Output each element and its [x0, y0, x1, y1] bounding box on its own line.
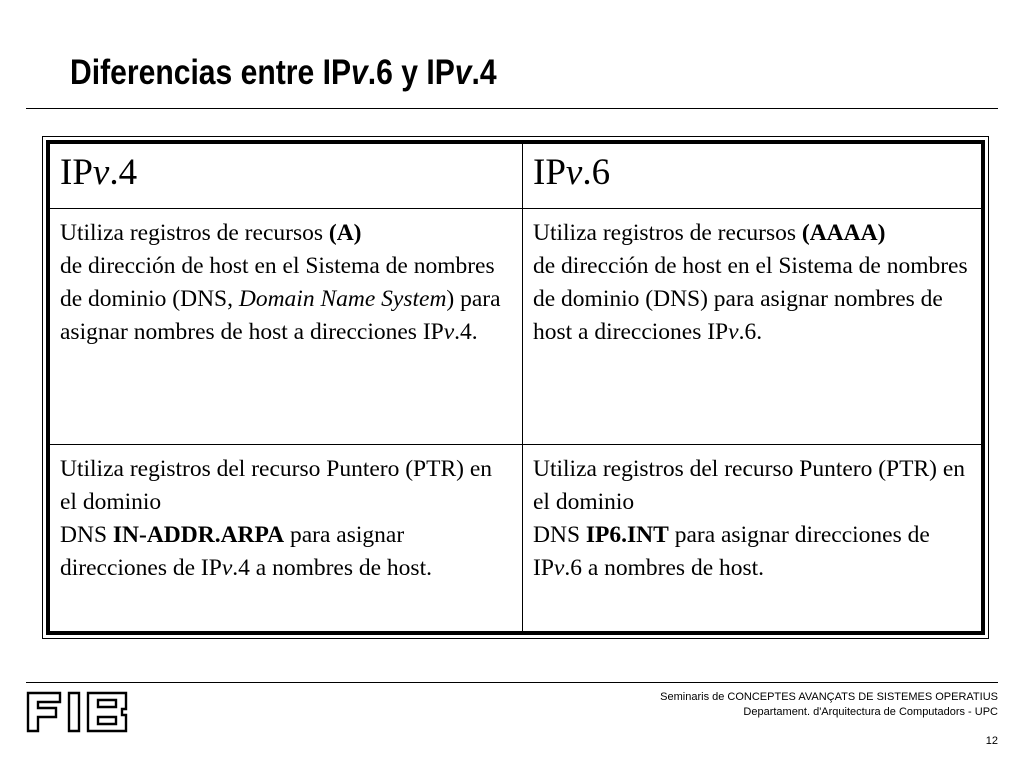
table-row: [48, 209, 983, 445]
slide-title: Diferencias entre IPv.6 y IPv.4: [70, 53, 497, 92]
table-header-row: [48, 142, 983, 209]
fib-logo: [26, 690, 138, 734]
cell-ipv4-ptr-records: Utiliza registros del recurso Puntero (PTR) en el dominio DNS IN-ADDR.ARPA para asignar direcciones de IPv.4 a nombres de host.: [48, 445, 523, 634]
footer-divider: [26, 682, 998, 683]
cell-ipv6-resource-records: Utiliza registros de recursos (AAAA) de dirección de host en el Sistema de nombres de dominio (DNS) para asignar nombres de host a direcciones IPv.6.: [523, 209, 984, 445]
cell-ipv4-resource-records: Utiliza registros de recursos (A) de dirección de host en el Sistema de nombres de dominio (DNS, Domain Name System) para asignar nombres de host a direcciones IPv.4.: [48, 209, 523, 445]
title-divider: [26, 108, 998, 109]
header-ipv6: IPv.6: [523, 142, 984, 209]
page-number: 12: [985, 735, 998, 747]
comparison-table: [46, 140, 985, 635]
footer-department: Departament. d'Arquitectura de Computadors - UPC: [743, 706, 998, 718]
footer-seminar: Seminaris de CONCEPTES AVANÇATS DE SISTEMES OPERATIUS: [660, 691, 998, 703]
cell-ipv6-ptr-records: Utiliza registros del recurso Puntero (PTR) en el dominio DNS IP6.INT para asignar direcciones de IPv.6 a nombres de host.: [523, 445, 984, 634]
header-ipv4: IPv.4: [48, 142, 523, 209]
comparison-table-frame: [42, 136, 989, 639]
footer-text: [660, 690, 998, 749]
table-row: [48, 445, 983, 634]
